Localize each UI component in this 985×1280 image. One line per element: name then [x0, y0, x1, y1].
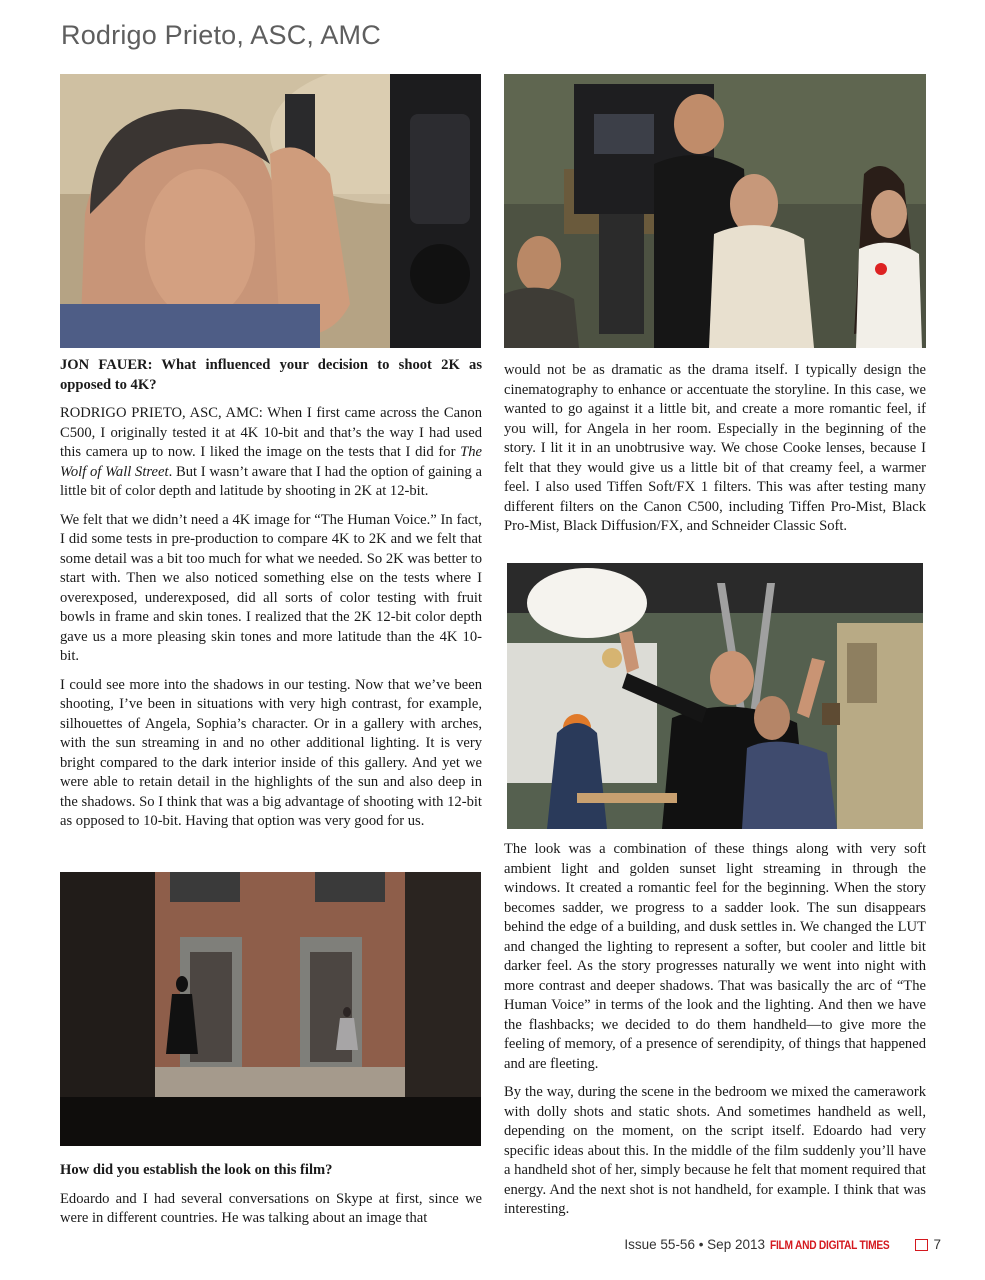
page-number: 7 — [933, 1237, 941, 1252]
left-column-text — [60, 356, 482, 832]
answer-paragraph-4: Edoardo and I had several conversations on Skype at first, since we were in different countries. He was talking about an image that — [60, 1190, 482, 1226]
publication-logo: FILM AND DIGITAL TIMES — [769, 1237, 890, 1252]
left-column-lower-text — [60, 1161, 482, 1229]
photo-camera-crew — [504, 74, 926, 348]
answer-paragraph-5: would not be as dramatic as the drama itself. I typically design the cinematography to enhance or accentuate the storyline. In this case, we wanted to go against it a little bit, and create a more romantic feel, if you will, for Angela in her room. Especially in the beginning of the story. I lit it in an unobtrusive way. We chose Cooke lenses, because I felt that they would give us a little bit of that creamy feel, a warmer feel. I also used Tiffen Soft/FX 1 filters. This was after testing many different filters on the Canon C500, including Tiffen Pro-Mist, Black Pro-Mist, Black Diffusion/FX, and Schneider Classic Soft. — [504, 362, 926, 534]
interview-question-2k-4k: JON FAUER: What influenced your decision to shoot 2K as opposed to 4K? — [60, 357, 482, 393]
answer-paragraph-2: We felt that we didn’t need a 4K image for “The Human Voice.” In fact, I did some tests in pre-production to compare 4K to 2K and we felt that some detail was a bit too much for what we needed. So 2K was better to start with. Then we also noticed something else on the tests where I overexposed, underexposed, did all sorts of color testing with fruit bowls in frame and skin tones. I realized that the 2K 12-bit color depth gave us a more pleasing skin tones and more latitude than the 4K 10-bit. — [60, 511, 482, 664]
issue-info: Issue 55-56 • Sep 2013 — [624, 1237, 765, 1252]
square-icon — [915, 1239, 928, 1251]
photo-director-gesturing — [507, 563, 923, 829]
answer-paragraph-1: RODRIGO PRIETO, ASC, AMC: When I first came across the Canon C500, I originally tested it at 4K 10-bit and that’s the way I had used this camera up to now. I liked the image on the tests that I did for The Wolf of Wall Street. But I wasn’t aware that I had the option of gaining a little bit of color depth and latitude by shooting in 2K at 12-bit. — [60, 405, 482, 499]
page-title: Rodrigo Prieto, ASC, AMC — [61, 20, 381, 50]
answer-paragraph-7: By the way, during the scene in the bedroom we mixed the camerawork with dolly shots and static shots. And sometimes handheld as well, depending on the moment, on the script itself. Edoardo had very specific ideas about this. In the middle of the film suddenly you’ll have a handheld shot of her, simply because he felt that moment required that energy. And the next shot is not handheld, for example. I think that was interesting. — [504, 1084, 926, 1217]
answer-paragraph-6: The look was a combination of these things along with very soft ambient light and golden sunset light streaming in through the windows. It created a romantic feel for the beginning. When the story becomes sadder, we progress to a sadder look. The sun disappears behind the edge of a building, and dusk settles in. We changed the LUT and changed the lighting to represent a softer, but cooler and little bit darker feel. As the story progresses naturally we went into night with more contrast and deeper shadows. That was basically the arc of “The Human Voice” in terms of the look and the lighting. And then we have the flashbacks; we decided to do them handheld—to give more the feeling of memory, of a presence of serendipity, of things that happened and are fleeting. — [504, 841, 926, 1072]
answer-paragraph-3: I could see more into the shadows in our testing. Now that we’ve been shooting, I’ve been in situations with very high contrast, for example, silhouettes of Angela, Sophia’s character. Or in a gallery with arches, with the sun streaming in and no other additional lighting. It is very bright compared to the dark interior inside of this gallery. And yet we were able to retain detail in the highlights of the sun and also deep in the shadows. So I think that was a big advantage of shooting with 12-bit as opposed to 10-bit. Having that option was very good for us. — [60, 676, 482, 829]
page-footer — [624, 1237, 941, 1252]
film-title-wolf: The Wolf of Wall Street — [60, 444, 482, 480]
photo-courtyard-silhouette — [60, 872, 481, 1146]
interview-question-look: How did you establish the look on this film? — [60, 1162, 333, 1178]
photo-prieto-holding-filter — [60, 74, 481, 348]
right-column-text — [504, 361, 926, 537]
right-column-lower-text — [504, 840, 926, 1220]
